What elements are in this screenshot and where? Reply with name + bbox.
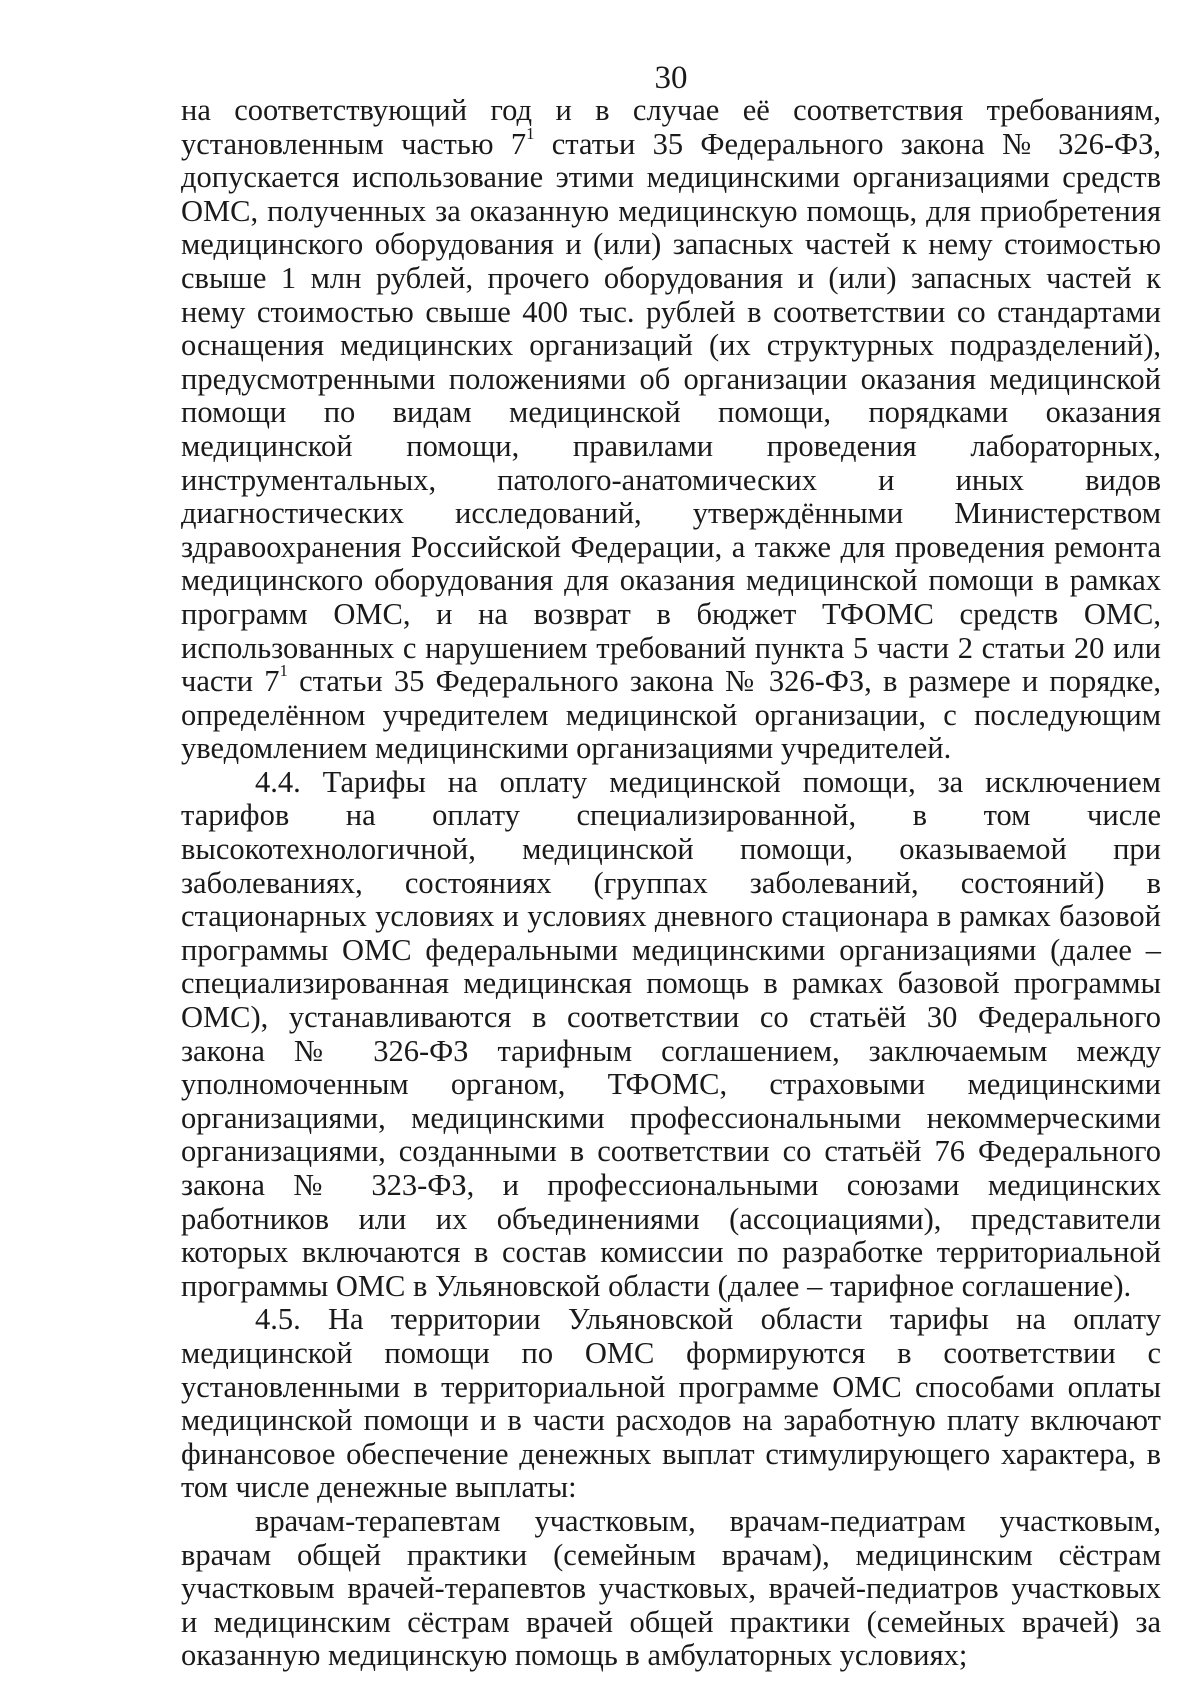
paragraph-4-4: 4.4. Тарифы на оплату медицинской помощи, за исключением тарифов на оплату специализированной, в том числе высокотехнологичной, медицинской помощи, оказываемой при заболеваниях, состояниях (группах заболеваний, состояний) в стационарных условиях и условиях дневного стационара в рамках базовой программы ОМС федеральными медицинскими организациями (далее – специализированная медицинская помощь в рамках базовой программы ОМС), устанавливаются в соответствии со статьёй 30 Федерального закона № 326-ФЗ тарифным соглашением, заключаемым между уполномоченным органом, ТФОМС, страховыми медицинскими организациями, медицинскими профессиональными некоммерческими организациями, созданными в соответствии со статьёй 76 Федерального закона № 323-ФЗ, и профессиональными союзами медицинских работников или их объединениями (ассоциациями), представители которых включаются в состав комиссии по разработке территориальной программы ОМС в Ульяновской области (далее – тарифное соглашение). [181, 764, 1161, 1303]
paragraph-list-item: врачам-терапевтам участковым, врачам-педиатрам участковым, врачам общей практики (семейным врачам), медицинским сёстрам участковым врачей-терапевтов участковых, врачей-педиатров участковых и медицинским сёстрам врачей общей практики (семейных врачей) за оказанную медицинскую помощь в амбулаторных условиях; [181, 1503, 1161, 1673]
superscript: 1 [279, 661, 288, 680]
document-page [181, 58, 1161, 1673]
paragraph-text: статьи 35 Федерального закона № 326-ФЗ, в размере и порядке, определённом учредителем медицинской организации, с последующим уведомлением медицинскими организациями учредителей. [181, 664, 1161, 766]
page-number: 30 [654, 60, 688, 96]
paragraph-4-5: 4.5. На территории Ульяновской области тарифы на оплату медицинской помощи по ОМС формируются в соответствии с установленными в территориальной программе ОМС способами оплаты медицинской помощи и в части расходов на заработную плату включают финансовое обеспечение денежных выплат стимулирующего характера, в том числе денежные выплаты: [181, 1302, 1161, 1505]
paragraph-text: на соответствующий год и в случае её соответствия требованиям, установленным частью 7 [181, 93, 1161, 161]
document-body [181, 94, 1161, 1673]
paragraph-text: статьи 35 Федерального закона № 326-ФЗ, допускается использование этими медицинскими организациями средств ОМС, полученных за оказанную медицинскую помощь, для приобретения медицинского оборудования и (или) запасных частей к нему стоимостью свыше 1 млн рублей, прочего оборудования и (или) запасных частей к нему стоимостью свыше 400 тыс. рублей в соответствии со стандартами оснащения медицинских организаций (их структурных подразделений), предусмотренными положениями об организации оказания медицинской помощи по видам медицинской помощи, порядками оказания медицинской помощи, правилами проведения лабораторных, инструментальных, патолого-анатомических и иных видов диагностических исследований, утверждёнными Министерством здравоохранения Российской Федерации, а также для проведения ремонта медицинского оборудования для оказания медицинской помощи в рамках программ ОМС, и на возврат в бюджет ТФОМС средств ОМС, использованных с нарушением требований пункта 5 части 2 статьи 20 или части 7 [181, 126, 1161, 699]
superscript: 1 [526, 123, 535, 143]
paragraph-continuation [181, 94, 1161, 766]
